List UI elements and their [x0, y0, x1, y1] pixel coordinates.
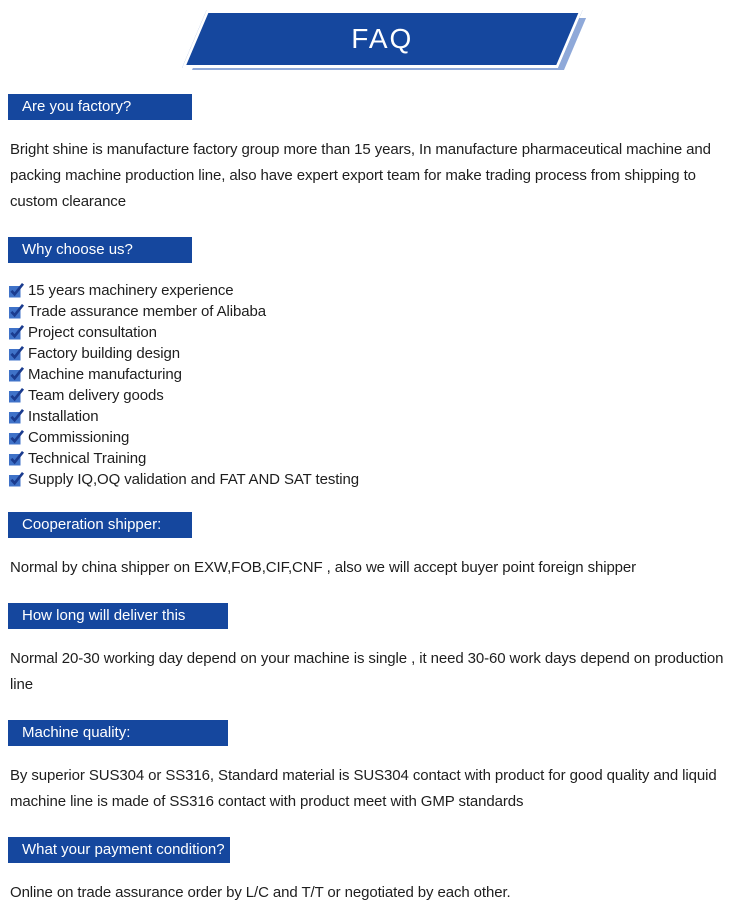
checklist-item-label: Factory building design — [28, 345, 180, 362]
section-heading: Are you factory? — [22, 98, 132, 115]
checklist-item — [8, 301, 742, 322]
checkbox-checked-icon — [8, 471, 25, 488]
checkbox-checked-icon — [8, 303, 25, 320]
faq-section — [8, 237, 742, 490]
checklist-item — [8, 406, 742, 427]
checklist-item-label: Supply IQ,OQ validation and FAT AND SAT testing — [28, 471, 360, 488]
faq-section — [8, 94, 742, 215]
checkbox-checked-icon — [8, 450, 25, 467]
checklist-item-label: Technical Training — [28, 450, 147, 467]
checklist-item-label: Commissioning — [28, 429, 130, 446]
section-heading-bar — [8, 837, 230, 863]
faq-banner — [0, 10, 750, 80]
faq-section — [8, 837, 742, 906]
checklist-item-label: 15 years machinery experience — [28, 282, 234, 299]
section-heading-bar — [8, 94, 192, 120]
checklist-item-label: Machine manufacturing — [28, 366, 182, 383]
checkbox-checked-icon — [8, 366, 25, 383]
section-heading: What your payment condition? — [22, 841, 225, 858]
faq-section — [8, 512, 742, 581]
checkbox-checked-icon — [8, 408, 25, 425]
checklist — [8, 280, 742, 490]
section-heading-bar — [8, 720, 228, 746]
content — [0, 94, 750, 906]
section-paragraph: Normal by china shipper on EXW,FOB,CIF,CNF , also we will accept buyer point foreign shipper — [10, 559, 637, 576]
banner-title: FAQ — [351, 23, 414, 54]
section-paragraph: Normal 20-30 working day depend on your machine is single , it need 30-60 work days depend on production line — [10, 650, 724, 693]
checklist-item — [8, 364, 742, 385]
banner-ribbon — [182, 10, 583, 68]
faq-section — [8, 720, 742, 815]
section-heading-bar — [8, 512, 192, 538]
section-paragraph: Bright shine is manufacture factory group more than 15 years, In manufacture pharmaceutical machine and packing machine production line, also have expert export team for make trading process from shipping to custom clearance — [10, 141, 711, 210]
checklist-item — [8, 343, 742, 364]
section-heading: Cooperation shipper: — [22, 516, 162, 533]
checkbox-checked-icon — [8, 282, 25, 299]
checklist-item-label: Project consultation — [28, 324, 157, 341]
section-paragraph: Online on trade assurance order by L/C and T/T or negotiated by each other. — [10, 884, 511, 901]
checkbox-checked-icon — [8, 387, 25, 404]
checklist-item — [8, 385, 742, 406]
checklist-item-label: Installation — [28, 408, 99, 425]
checklist-item — [8, 448, 742, 469]
checkbox-checked-icon — [8, 345, 25, 362]
section-paragraph: By superior SUS304 or SS316, Standard material is SUS304 contact with product for good quality and liquid machine line is made of SS316 contact with product meet with GMP standards — [10, 767, 717, 810]
checklist-item — [8, 469, 742, 490]
section-heading: Why choose us? — [22, 241, 133, 258]
checklist-item-label: Team delivery goods — [28, 387, 164, 404]
checklist-item — [8, 280, 742, 301]
section-heading-bar — [8, 237, 192, 263]
section-heading: How long will deliver this goods? — [22, 607, 186, 650]
checklist-item — [8, 427, 742, 448]
checkbox-checked-icon — [8, 324, 25, 341]
section-heading: Machine quality: — [22, 724, 131, 741]
checklist-item-label: Trade assurance member of Alibaba — [28, 303, 266, 320]
faq-section — [8, 603, 742, 698]
section-heading-bar — [8, 603, 228, 650]
checkbox-checked-icon — [8, 429, 25, 446]
checklist-item — [8, 322, 742, 343]
